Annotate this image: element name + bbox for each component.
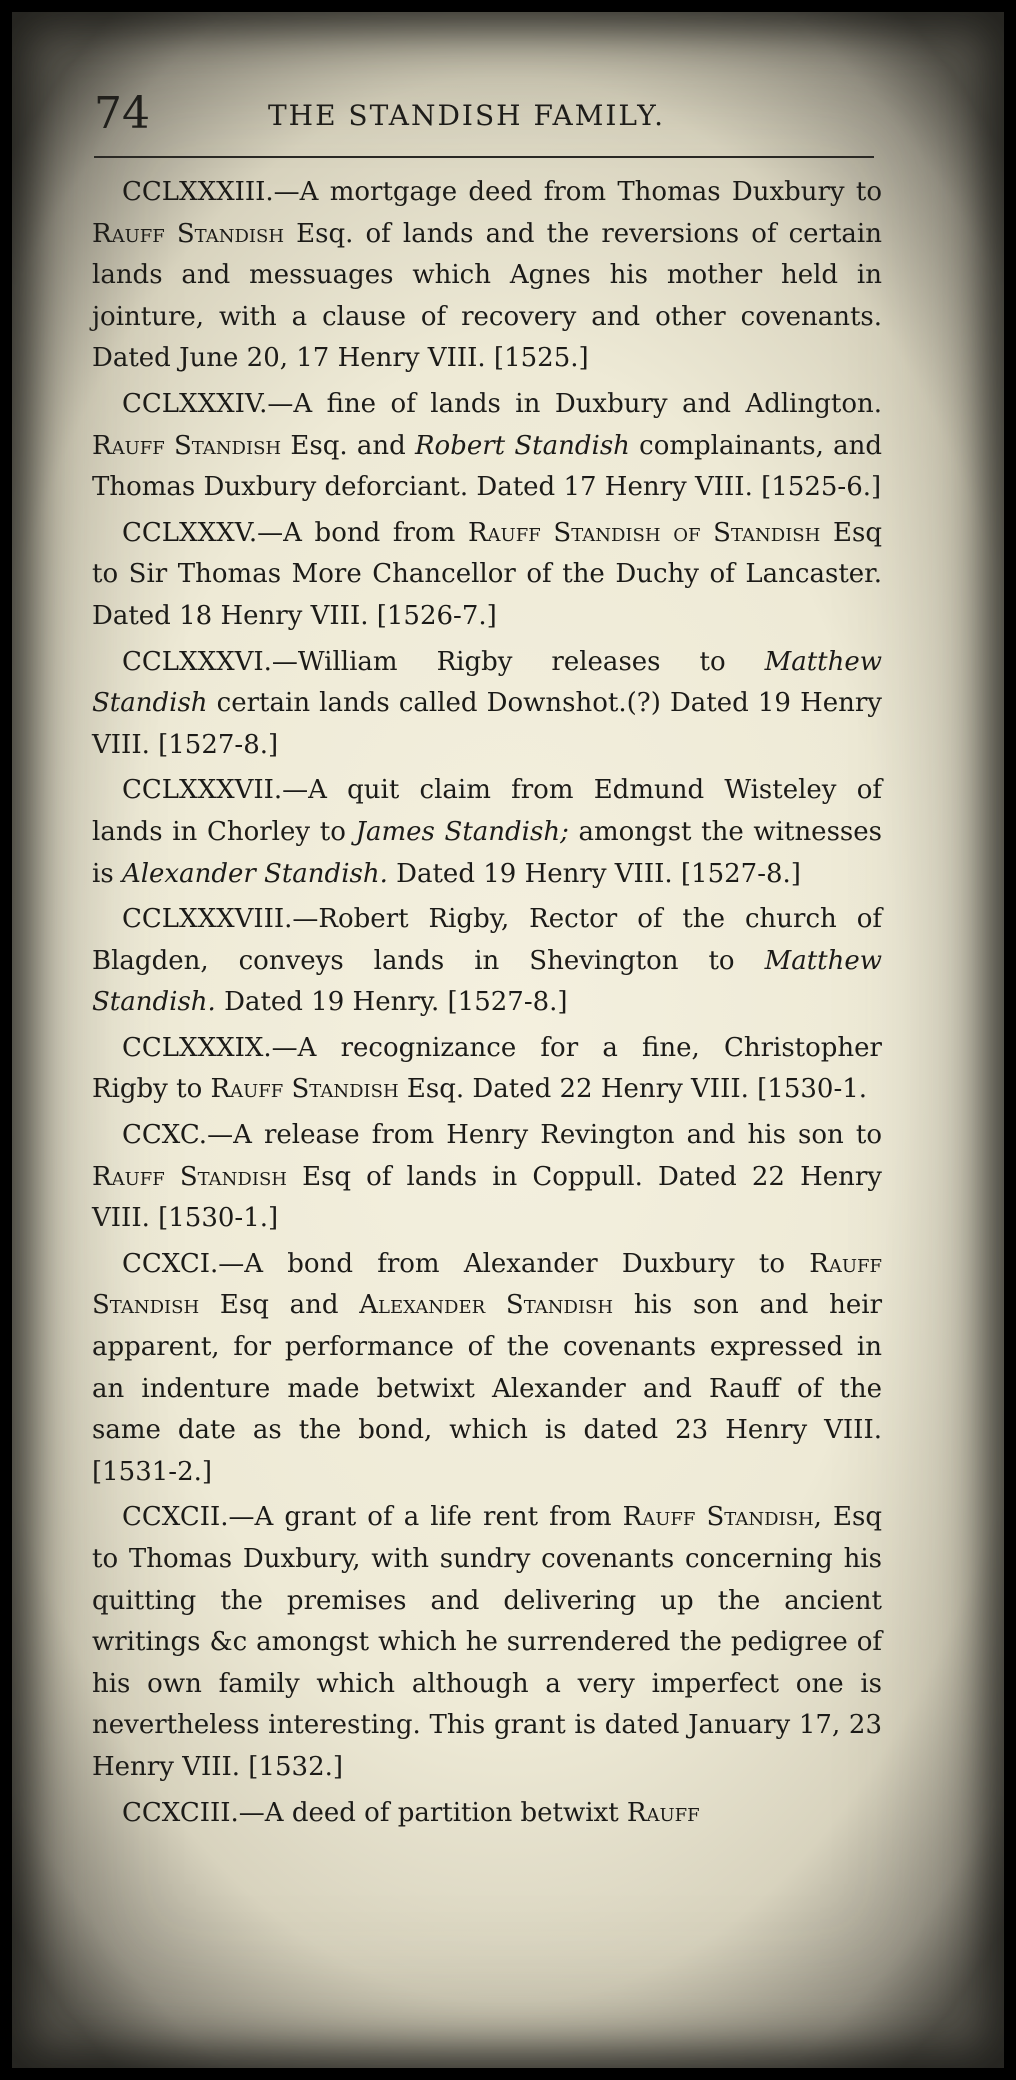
entry-ccxci — [92, 1244, 882, 1494]
entry-name-italic: Matthew Standish. — [92, 945, 882, 1018]
entry-cclxxxv — [92, 513, 882, 638]
entry-text: Esq and — [199, 1290, 360, 1321]
entry-ccxc — [92, 1115, 882, 1240]
entry-ccxciii — [92, 1793, 882, 1835]
entry-name-smallcaps: Rauff Standish — [92, 1161, 287, 1192]
entry-name-italic: James Standish; — [355, 816, 569, 847]
entry-text: CCLXXXVI.—William Rigby releases to — [122, 646, 765, 677]
entry-name-italic: Matthew Standish — [92, 646, 882, 719]
entry-name-smallcaps: Rauff Standish — [92, 430, 282, 461]
entry-name-smallcaps: Rauff Standish — [92, 218, 285, 249]
entry-text: CCXCII.—A grant of a life rent from — [122, 1502, 623, 1533]
running-title: THE STANDISH FAMILY. — [268, 99, 666, 132]
entry-text: amongst the witnesses is — [92, 816, 882, 889]
entry-text: CCXC.—A release from Henry Revington and his son to — [122, 1120, 882, 1151]
entry-cclxxxiv — [92, 384, 882, 509]
entry-text: certain lands called Downshot.(?) Dated 19 Henry VIII. [1527-8.] — [92, 688, 882, 760]
entry-text: CCLXXXVII.—A quit claim from Edmund Wisteley of lands in Chorley to — [92, 775, 882, 847]
header-rule — [94, 156, 874, 158]
entry-text: Dated 19 Henry. [1527-8.] — [215, 987, 568, 1018]
page-header — [94, 86, 874, 142]
entry-name-smallcaps: Alexander Standish — [359, 1290, 614, 1321]
entry-text: CCXCI.—A bond from Alexander Duxbury to — [122, 1248, 810, 1279]
entry-text: Esq. and — [281, 430, 415, 461]
entry-text: CCLXXXVIII.—Robert Rigby, Rector of the church of Blagden, conveys lands in Shevington to — [92, 904, 882, 976]
entry-text: CCLXXXIV.—A fine of lands in Duxbury and Adlington. — [122, 388, 882, 419]
entry-text: CCLXXXIII.—A mortgage deed from Thomas Duxbury to — [122, 177, 882, 207]
entry-name-italic: Alexander Standish. — [121, 858, 388, 889]
entry-cclxxxiii — [92, 172, 882, 380]
entry-cclxxxvii — [92, 770, 882, 895]
entry-cclxxxvi — [92, 642, 882, 767]
entry-name-smallcaps: Rauff — [626, 1797, 700, 1828]
entry-name-smallcaps: Rauff Standish — [92, 1248, 882, 1321]
entry-name-smallcaps: Rauff Standish — [622, 1502, 814, 1533]
entry-text: complainants, and Thomas Duxbury deforciant. Dated 17 Henry VIII. [1525-6.] — [92, 430, 882, 503]
entry-cclxxxix — [92, 1028, 882, 1111]
entry-ccxcii — [92, 1497, 882, 1788]
entry-text: CCLXXXIX.—A recognizance for a fine, Christopher Rigby to — [92, 1032, 882, 1105]
entry-text: Esq of lands in Coppull. Dated 22 Henry VIII. [1530-1.] — [92, 1161, 882, 1234]
entry-name-smallcaps: Rauff Standish of Standish — [467, 517, 821, 548]
entry-text: CCXCIII.—A deed of partition betwixt — [122, 1797, 627, 1828]
page-number: 74 — [94, 88, 150, 139]
page-body — [92, 172, 882, 1838]
entry-text: Esq. of lands and the reversions of certain lands and messuages which Agnes his mother held in jointure, with a clause of recovery and other covenants. Dated June 20, 17 Henry VIII. [1525.] — [92, 218, 882, 374]
entry-text: Dated 19 Henry VIII. [1527-8.] — [387, 858, 801, 889]
entry-text: Esq. Dated 22 Henry VIII. [1530-1. — [398, 1074, 868, 1105]
entry-cclxxxviii — [92, 899, 882, 1024]
entry-text: his son and heir apparent, for performance of the covenants expressed in an indenture made betwixt Alexander and Rauff of the same date as the bond, which is dated 23 Henry VIII. [1531-2.] — [92, 1290, 882, 1487]
entry-name-smallcaps: Rauff Standish — [210, 1074, 399, 1105]
entry-name-italic: Robert Standish — [414, 430, 630, 461]
entry-text: CCLXXXV.—A bond from — [122, 517, 468, 548]
book-page — [12, 12, 1004, 2068]
entry-text: Esq to Sir Thomas More Chancellor of the Duchy of Lancaster. Dated 18 Henry VIII. [1526-7.] — [92, 517, 883, 631]
entry-text: , Esq to Thomas Duxbury, with sundry covenants concerning his quitting the premises and delivering up the ancient writings &c amongst which he surrendered the pedigree of his own family which although a very imperfect one is nevertheless interesting. This grant is dated January 17, 23 Henry VIII. [1532.] — [92, 1502, 882, 1782]
